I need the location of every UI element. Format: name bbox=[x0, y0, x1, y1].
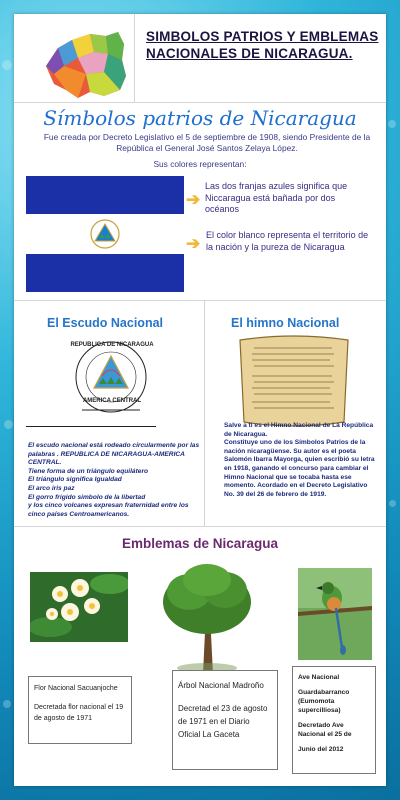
tree-card bbox=[172, 670, 278, 770]
symbols-intro: Fue creada por Decreto Legislativo el 5 de septiembre de 1908, siendo Presidente de la República el General José Santos Zelaya López. bbox=[43, 132, 371, 153]
flower-name: Flor Nacional Sacuanjoche bbox=[34, 685, 118, 692]
divider bbox=[14, 526, 386, 527]
flag-blue-stripe-top bbox=[26, 176, 184, 214]
emblems-title: Emblemas de Nicaragua bbox=[121, 536, 279, 551]
seal-text-top: REPUBLICA DE NICARAGUA bbox=[70, 342, 154, 348]
bird-decree-date: Junio del 2012 bbox=[298, 746, 344, 753]
divider bbox=[14, 300, 386, 301]
symbols-title: Símbolos patrios de Nicaragua bbox=[43, 106, 357, 130]
bird-name: Guardabarranco (Eumomota supercilliosa) bbox=[298, 689, 350, 714]
flag-blue-stripe-bottom bbox=[26, 254, 184, 292]
escudo-line: Tiene forma de un triángulo equilátero bbox=[28, 467, 149, 475]
himno-paragraph-1: Salve a ti es el Himno Nacional de La República de Nicaragua. bbox=[224, 422, 374, 438]
arrow-right-icon: ➔ bbox=[186, 234, 201, 253]
tree-name: Árbol Nacional Madroño bbox=[178, 681, 264, 690]
tree-illustration bbox=[159, 562, 255, 674]
white-meaning: El color blanco representa el territorio de la nación y la pureza de Nicaragua bbox=[206, 230, 369, 252]
escudo-line: El arco iris paz bbox=[28, 484, 75, 492]
escudo-title: El Escudo Nacional bbox=[47, 316, 164, 330]
escudo-line: El escudo nacional está rodeado circularmente por las palabras . REPUBLICA DE NICARAGUA-AMERICA CENTRAL. bbox=[28, 442, 200, 467]
column-divider bbox=[204, 300, 205, 526]
bird-photo bbox=[298, 568, 372, 660]
himno-paragraph-2: Constituye uno de los Símbolos Patrios de la nación nicaragüense. Su autor es el poeta Salomón Ibarra Mayorga, quien escribió su letra en 1918, ganando el concurso para cambiar el Himno Nacional que se tocaba hasta ese momento. Acordado en el Decreto Legislativo No. 39 del 26 de febrero de 1919. bbox=[224, 439, 375, 498]
flag-emblem-icon bbox=[90, 216, 120, 252]
himno-title: El himno Nacional bbox=[231, 316, 340, 330]
anthem-scroll bbox=[234, 332, 354, 430]
escudo-line: El gorro frigido simbolo de la libertad bbox=[28, 493, 146, 501]
bird-decree: Decretado Ave Nacional el 25 de bbox=[298, 722, 352, 738]
himno-description bbox=[224, 422, 376, 499]
poster bbox=[14, 14, 386, 786]
header-divider bbox=[134, 14, 135, 102]
flower-decree: Decretada flor nacional el 19 de agosto de 1971 bbox=[34, 704, 124, 722]
flower-photo bbox=[30, 572, 128, 642]
page-title: SIMBOLOS PATRIOS Y EMBLEMAS NACIONALES DE NICARAGUA. bbox=[146, 29, 379, 61]
seal-text-bottom: AMERICA CENTRAL bbox=[82, 398, 142, 404]
bird-card bbox=[292, 666, 376, 774]
divider bbox=[14, 102, 386, 103]
escudo-line: El triángulo significa Igualdad bbox=[28, 476, 122, 484]
colors-caption: Sus colores representan: bbox=[153, 159, 247, 169]
nicaragua-flag bbox=[26, 176, 184, 292]
coat-underline bbox=[26, 426, 156, 427]
blue-meaning: Las dos franjas azules significa que Niccaragua está bañada por dos océanos bbox=[205, 181, 348, 214]
flower-card bbox=[28, 676, 132, 744]
escudo-line: y los cinco volcanes expresan fraternidad entre los cinco países Centroamericanos. bbox=[28, 502, 189, 518]
bird-label: Ave Nacional bbox=[298, 674, 340, 681]
nicaragua-map bbox=[38, 26, 138, 106]
escudo-description bbox=[28, 442, 200, 519]
arrow-right-icon: ➔ bbox=[186, 190, 201, 209]
tree-decree: Decretad el 23 de agosto de 1971 en el Diario Oficial La Gaceta bbox=[178, 704, 268, 739]
